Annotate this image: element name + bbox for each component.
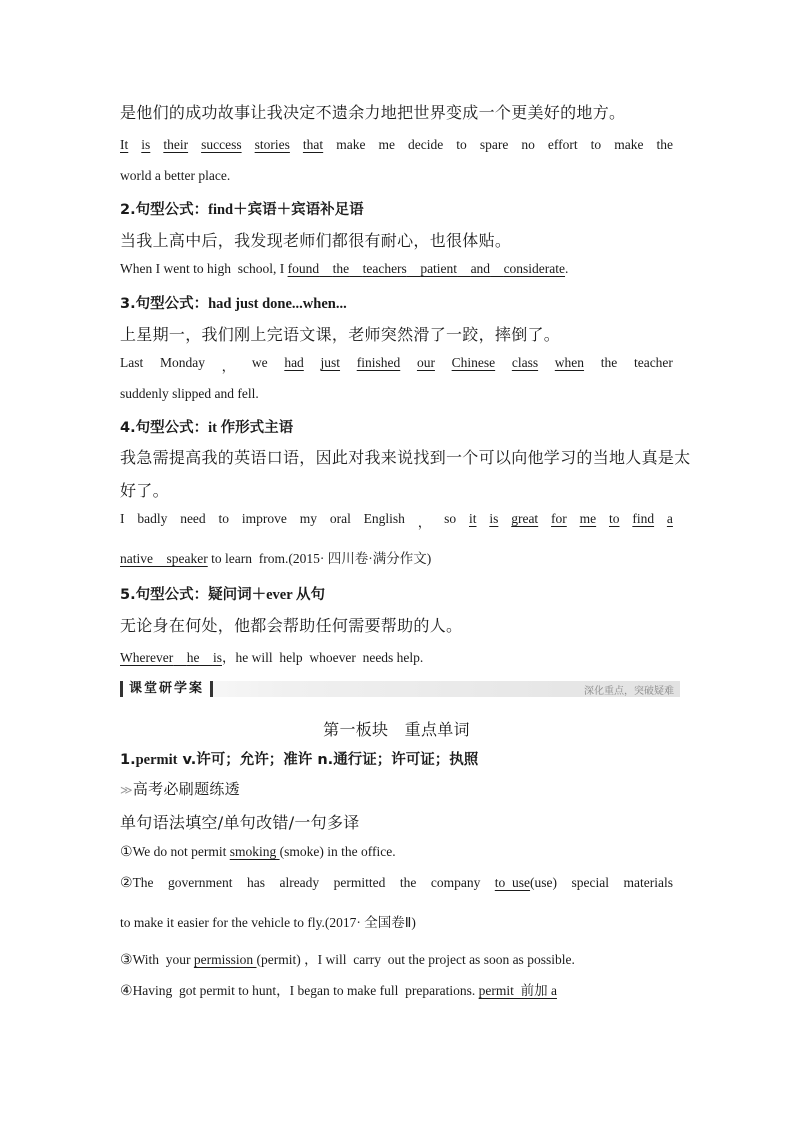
word-token: me — [579, 511, 597, 526]
item-4 — [120, 979, 557, 999]
word-token: badly — [137, 511, 168, 526]
word-token: great — [511, 511, 539, 526]
formula-2-en-prefix: When I went to high school, I — [120, 261, 288, 276]
word-token: to — [218, 511, 230, 526]
formula-3-text: had just done...when... — [208, 296, 347, 312]
word-token: the — [600, 355, 618, 370]
double-chevron-icon: ≫ — [120, 783, 133, 797]
answer-token: native — [120, 551, 153, 566]
answer-token: and — [470, 261, 491, 276]
word-token: is — [141, 137, 151, 152]
word-token: finished — [356, 355, 401, 370]
word-token: to — [590, 137, 602, 152]
word-token: our — [416, 355, 435, 370]
section-bar-subtitle: 深化重点，突破疑难 — [584, 686, 674, 697]
formula-5-en-suffix: ，he will help whoever needs help. — [221, 650, 424, 665]
item-1-suffix: (smoke) in the office. — [279, 844, 396, 859]
word-token: oral — [329, 511, 351, 526]
item-2-marker: ② — [120, 875, 133, 891]
item-3-marker: ③ — [120, 952, 133, 968]
answer-token: is — [212, 650, 222, 665]
word-token: had — [284, 355, 304, 370]
word-token: so — [444, 511, 457, 526]
word-token: me — [378, 137, 395, 152]
word-token: Chinese — [451, 355, 496, 370]
word-token: I — [120, 511, 125, 526]
word-token: success — [201, 137, 242, 152]
word-token: is — [489, 511, 499, 526]
item-3-suffix: (permit) ，I will carry out the project as soon as possible. — [256, 952, 575, 967]
intro-en-line1 — [120, 137, 673, 153]
item-4-marker: ④ — [120, 983, 133, 999]
item-3 — [120, 948, 575, 968]
item-1-answer: smoking — [229, 844, 280, 859]
word-token: materials — [623, 875, 673, 890]
word-token: permitted — [333, 875, 386, 890]
word-token: my — [299, 511, 317, 526]
formula-3-zh: 上星期一，我们刚上完语文课，老师突然滑了一跤，摔倒了。 — [120, 325, 561, 344]
word-token: their — [163, 137, 189, 152]
item-3-prefix: With your — [132, 952, 194, 967]
word-token: to — [456, 137, 467, 152]
word-token: no — [521, 137, 535, 152]
formula-2-number: 2 — [120, 202, 131, 218]
word-token: class — [511, 355, 539, 370]
answer-token: teachers — [362, 261, 407, 276]
formula-4-zh-line1: 我急需提高我的英语口语，因此对我来说找到一个可以向他学习的当地人真是太 — [120, 448, 691, 467]
formula-2-zh: 当我上高中后，我发现老师们都很有耐心，也很体贴。 — [120, 231, 512, 250]
word-token: make — [614, 137, 644, 152]
word-token: stories — [254, 137, 290, 152]
word-token: make — [336, 137, 366, 152]
intro-en-line2: world a better place. — [120, 168, 231, 183]
formula-3-label: 句型公式： — [135, 296, 209, 312]
item-1-prefix: We do not permit — [132, 844, 230, 859]
word-token: the — [656, 137, 673, 152]
word-token: a — [666, 511, 673, 526]
item-4-prefix: Having got permit to hunt，I began to make full preparations. — [132, 983, 479, 998]
formula-5-en — [120, 646, 423, 666]
word-token: that — [302, 137, 324, 152]
item-2-answer: to use — [494, 875, 531, 890]
formula-3-heading: 3.句型公式：had just done...when... — [120, 296, 347, 312]
word-token: It — [120, 137, 129, 152]
formula-3-number: 3 — [120, 296, 131, 312]
formula-4-en-suffix: to learn from.(2015· 四川卷·满分作文) — [207, 551, 432, 566]
word-definition: v.许可；允许；准许 n.通行证；许可证；执照 — [177, 752, 479, 768]
word-token: English — [363, 511, 405, 526]
item-2-line2: to make it easier for the vehicle to fly.(2017· 全国卷Ⅱ) — [120, 915, 416, 930]
formula-4-en-line1 — [120, 511, 673, 531]
formula-5-text: 疑问词＋ever 从句 — [208, 587, 326, 603]
formula-2-text: find＋宾语＋宾语补足语 — [208, 202, 364, 218]
intro-zh: 是他们的成功故事让我决定不遗余力地把世界变成一个更美好的地方。 — [120, 103, 626, 122]
answer-token: speaker — [166, 551, 208, 566]
item-3-answer: permission — [193, 952, 257, 967]
formula-5-label: 句型公式： — [135, 587, 209, 603]
word-token: government — [168, 875, 233, 890]
block-title: 第一板块 重点单词 — [323, 720, 470, 739]
word-token: Monday — [159, 355, 205, 370]
word-term: permit — [135, 752, 178, 768]
word-token: we — [251, 355, 268, 370]
word-token: it — [468, 511, 477, 526]
section-bar — [120, 681, 680, 697]
word-token: find — [632, 511, 655, 526]
word-token: ②The — [120, 875, 154, 891]
word-token: effort — [547, 137, 578, 152]
answer-token: patient — [420, 261, 458, 276]
practice-header — [120, 778, 240, 799]
word-token: has — [246, 875, 265, 890]
word-token: already — [279, 875, 320, 890]
item-1-marker: ① — [120, 844, 133, 860]
word-token: decide — [408, 137, 444, 152]
formula-3-en-line1 — [120, 355, 673, 375]
formula-5-answer — [120, 650, 222, 665]
word-token: spare — [479, 137, 509, 152]
word-token: when — [554, 355, 585, 370]
formula-4-heading: 4.句型公式：it 作形式主语 — [120, 420, 294, 436]
word-token: to — [608, 511, 620, 526]
word-token: to use(use) — [494, 875, 558, 890]
word-token: improve — [241, 511, 287, 526]
formula-4-label: 句型公式： — [135, 420, 209, 436]
word-number: 1 — [120, 752, 131, 768]
answer-token: the — [332, 261, 350, 276]
answer-token: he — [186, 650, 200, 665]
word-token: Last — [120, 355, 144, 370]
formula-2-en-suffix: . — [565, 261, 569, 276]
formula-4-en-line2 — [120, 547, 431, 567]
formula-2-heading: 2.句型公式：find＋宾语＋宾语补足语 — [120, 202, 364, 218]
formula-2-label: 句型公式： — [135, 202, 209, 218]
answer-token: found — [287, 261, 320, 276]
formula-4-zh-line2: 好了。 — [120, 481, 169, 500]
answer-token: considerate — [503, 261, 566, 276]
formula-2-en — [120, 261, 568, 277]
answer-token: Wherever — [120, 650, 174, 665]
formula-5-zh: 无论身在何处，他都会帮助任何需要帮助的人。 — [120, 616, 463, 635]
item-2-line1 — [120, 875, 673, 891]
word-heading: 1.permit v.许可；允许；准许 n.通行证；许可证；执照 — [120, 752, 479, 768]
formula-3-en-line2: suddenly slipped and fell. — [120, 386, 259, 401]
practice-type: 单句语法填空/单句改错/一句多译 — [120, 813, 360, 832]
word-token: ， — [417, 515, 432, 530]
word-token: for — [551, 511, 567, 526]
word-token: ， — [221, 359, 236, 374]
word-token: just — [320, 355, 341, 370]
item-4-answer: permit 前加 a — [478, 983, 557, 998]
item-1 — [120, 844, 396, 860]
formula-5-heading: 5.句型公式：疑问词＋ever 从句 — [120, 587, 326, 603]
formula-4-text: it 作形式主语 — [208, 420, 294, 436]
word-token: need — [180, 511, 206, 526]
practice-header-text: 高考必刷题练透 — [132, 780, 240, 798]
word-token: company — [430, 875, 481, 890]
word-token: the — [399, 875, 417, 890]
word-token: teacher — [633, 355, 673, 370]
formula-4-answer — [120, 551, 208, 566]
formula-5-number: 5 — [120, 587, 131, 603]
formula-4-number: 4 — [120, 420, 131, 436]
section-bar-label: 课堂研学案 — [120, 681, 213, 697]
formula-2-answer — [288, 261, 565, 276]
word-token: special — [571, 875, 609, 890]
